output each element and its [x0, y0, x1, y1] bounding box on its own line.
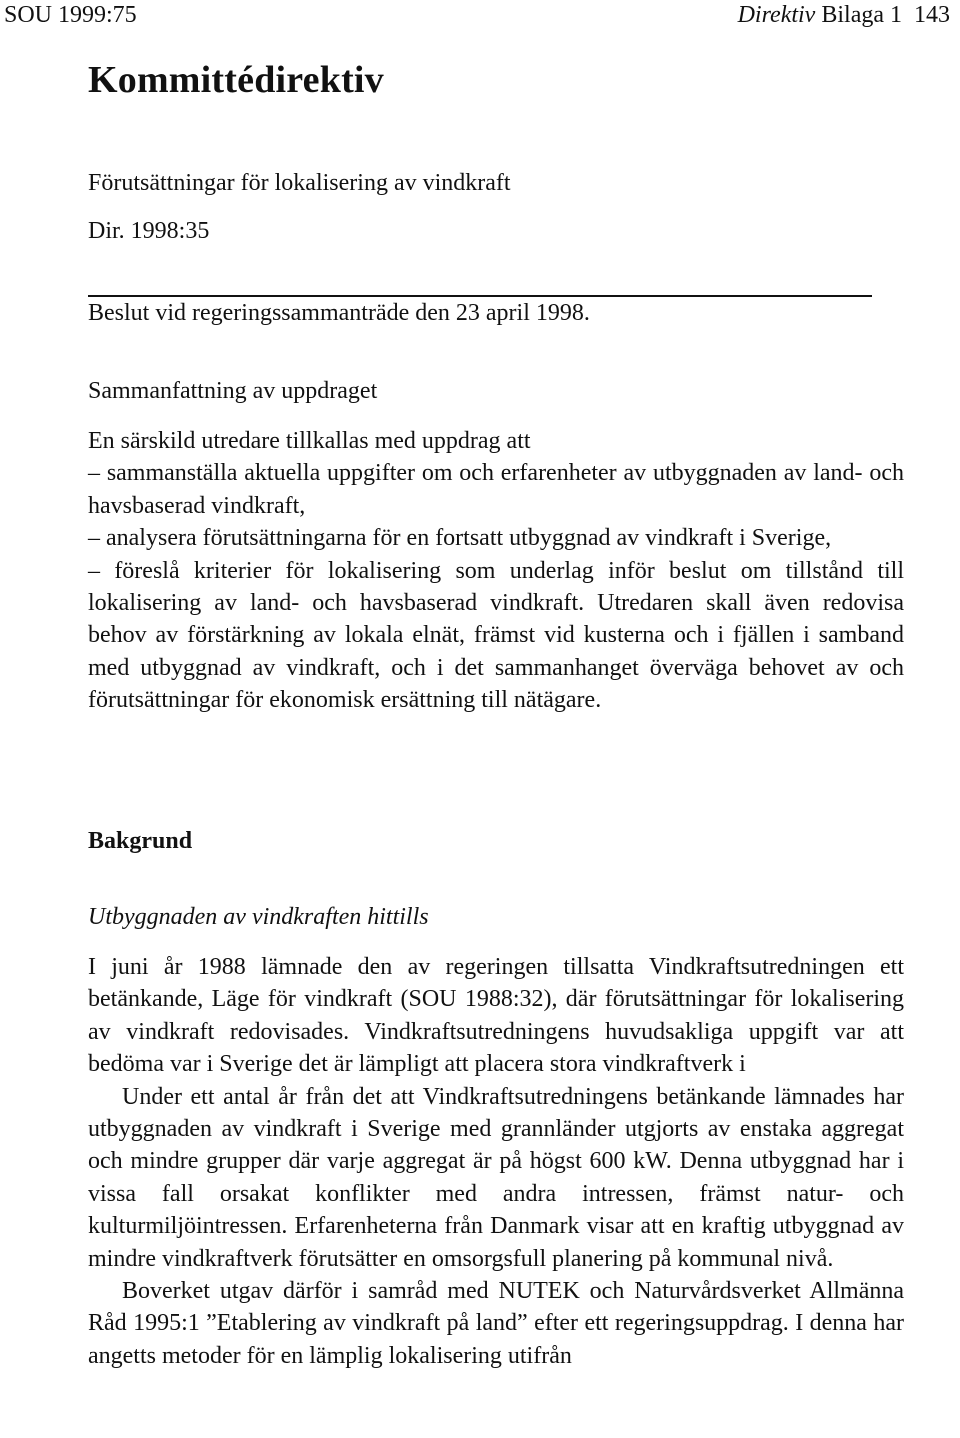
section-heading-bakgrund: Bakgrund: [88, 828, 193, 854]
decision-date: Beslut vid regeringssammanträde den 23 april 1998.: [88, 300, 590, 326]
directive-number: Dir. 1998:35: [88, 218, 210, 244]
summary-item: – sammanställa aktuella uppgifter om och erfarenheter av utbyggnaden av land- och havsbaserad vindkraft,: [88, 460, 904, 519]
summary-body: [88, 425, 904, 717]
summary-item: – föreslå kriterier för lokalisering som underlag inför beslut om tillstånd till lokalisering av land- och havsbaserad vindkraft. Utredaren skall även redovisa behov av förstärkning av lokala elnät, främst vid kusterna och i fjällen i samband med utbyggnad av vindkraft, och i det sammanhanget överväga behovet av och förutsättningar för ekonomisk ersättning till nätägare.: [88, 557, 904, 714]
summary-heading: Sammanfattning av uppdraget: [88, 378, 378, 404]
paragraph: Boverket utgav därför i samråd med NUTEK och Naturvårdsverket Allmänna Råd 1995:1 ”Etablering av vindkraft på land” efter ett regeringsuppdrag. I denna har angetts metoder för en lämplig lokalisering utifrån: [88, 1278, 904, 1369]
document-subtitle: Förutsättningar för lokalisering av vindkraft: [88, 170, 511, 196]
page-header-right: [738, 2, 950, 29]
header-section-label: Direktiv: [737, 2, 816, 28]
summary-intro: En särskild utredare tillkallas med uppdrag att: [88, 428, 531, 454]
header-page-info: Bilaga 1 143: [815, 2, 950, 28]
background-body: [88, 951, 904, 1372]
horizontal-rule: [88, 295, 872, 297]
summary-item: – analysera förutsättningarna för en fortsatt utbyggnad av vindkraft i Sverige,: [88, 525, 832, 552]
paragraph: I juni år 1988 lämnade den av regeringen tillsatta Vindkraftsutredningen ett betänkande, Läge för vindkraft (SOU 1988:32), där förutsättningar för lokalisering av vindkraft redovisades. Vindkraftsutredningens huvudsakliga uppgift var att bedöma var i Sverige det är lämpligt att placera stora vindkraftverk i: [88, 954, 904, 1078]
page-header-left: SOU 1999:75: [4, 2, 137, 28]
document-title: Kommittédirektiv: [88, 59, 384, 101]
paragraph: Under ett antal år från det att Vindkraftsutredningens betänkande lämnades har utbyggnaden av vindkraft i Sverige med grannländer utgjorts av enstaka aggregat och mindre grupper där varje aggregat är på högst 600 kW. Denna utbyggnad har i vissa fall orsakat konflikter med andra intressen, främst natur- och kulturmiljöintressen. Erfarenheterna från Danmark visar att en kraftig utbyggnad av mindre vindkraftverk förutsätter en omsorgsfull planering på kommunal nivå.: [88, 1083, 904, 1272]
subsection-heading: Utbyggnaden av vindkraften hittills: [88, 904, 429, 930]
